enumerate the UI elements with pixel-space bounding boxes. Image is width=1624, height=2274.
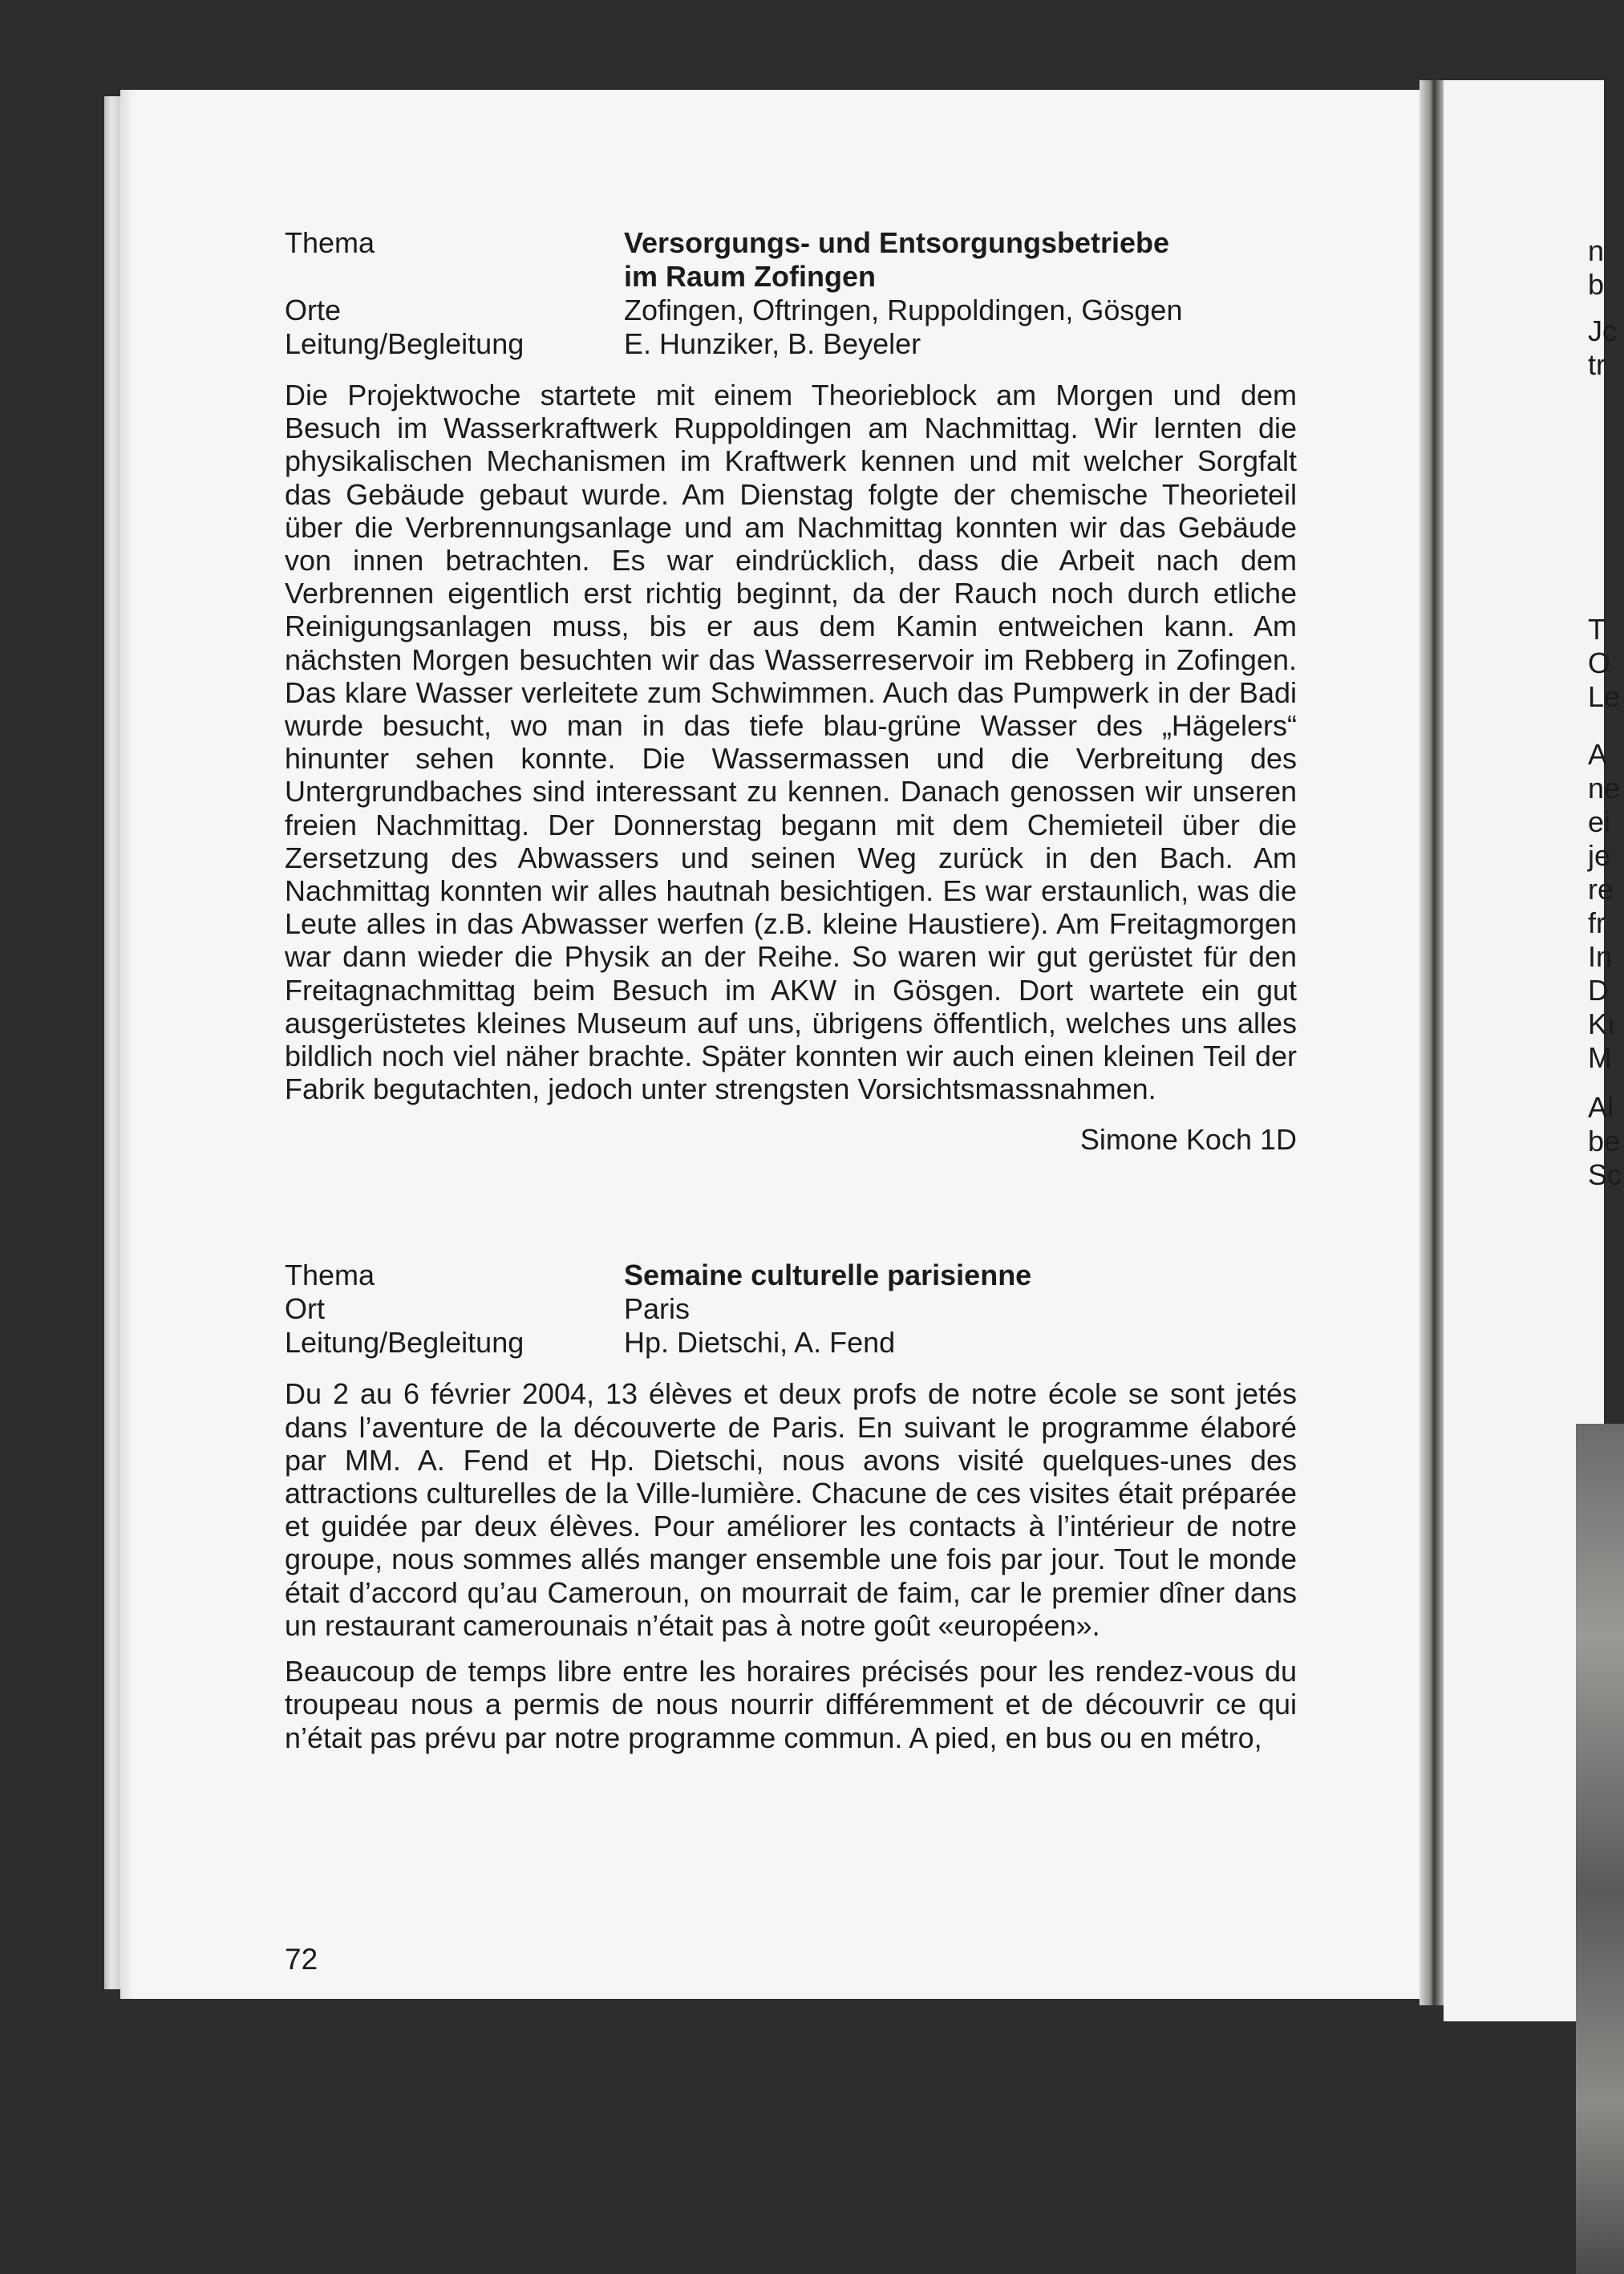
orte-row <box>285 294 1297 327</box>
right-page-fragment: Jc <box>1588 314 1617 347</box>
right-page-fragment: ei <box>1588 805 1611 838</box>
leitung-label: Leitung/Begleitung <box>285 327 524 360</box>
page-edge <box>104 96 122 1989</box>
paris-paragraph-2: Beaucoup de temps libre entre les horaires précisés pour les rendez-vous du troupeau nous a permis de nous nourrir différemment et de découvrir ce qui n’était pas prévu par notre programme commun. A pied, en bus ou en métro, <box>285 1655 1297 1754</box>
leitung-row <box>285 327 1297 361</box>
right-page-fragment: je <box>1588 839 1611 872</box>
right-page-fragment: T <box>1588 613 1606 646</box>
section-versorgung-header <box>285 226 1297 361</box>
right-page-fragment: be <box>1588 1125 1621 1157</box>
right-page-fragment: In <box>1588 940 1613 973</box>
right-page-photo <box>1576 1424 1624 2274</box>
right-page-fragment: Le <box>1588 680 1621 713</box>
paris-paragraph-1: Du 2 au 6 février 2004, 13 élèves et deux profs de notre école se sont jetés dans l’aventure de la découverte de Paris. En suivant le programme élaboré par MM. A. Fend et Hp. Dietschi, nous avons visité quelques-unes des attractions culturelles de la Ville-lumière. Chacune de ces visites était préparée et guidée par deux élèves. Pour améliorer les contacts à l’intérieur de notre groupe, nous sommes allés manger ensemble une fois par jour. Tout le monde était d’accord qu’au Cameroun, on mourrait de faim, car le premier dîner dans un restaurant camerounais n’était pas à notre goût «européen». <box>285 1377 1297 1642</box>
page-number: 72 <box>285 1943 318 1976</box>
versorgung-body: Die Projektwoche startete mit einem Theorieblock am Morgen und dem Besuch im Wasserkraftwerk Ruppoldingen am Nachmittag. Wir lernten die physikalischen Mechanismen im Kraftwerk kennen und mit welcher Sorgfalt das Gebäude gebaut wurde. Am Dienstag folgte der chemische Theorieteil über die Verbrennungsanlage und am Nachmittag konnten wir das Gebäude von innen betrachten. Es war eindrücklich, dass die Arbeit nach dem Verbrennen eigentlich erst richtig beginnt, da der Rauch noch durch etliche Reinigungsanlagen muss, bis er aus dem Kamin entweichen kann. Am nächsten Morgen besuchten wir das Wasserreservoir im Rebberg in Zofingen. Das klare Wasser verleitete zum Schwimmen. Auch das Pumpwerk in der Badi wurde besucht, wo man in das tiefe blau-grüne Wasser des „Hägelers“ hinunter sehen konnte. Die Wassermassen und die Verbreitung des Untergrundbaches sind interessant zu kennen. Danach genossen wir unseren freien Nachmittag. Der Donnerstag begann mit dem Chemieteil über die Zersetzung des Abwassers und seinen Weg zurück in den Bach. Am Nachmittag konnten wir alles hautnah besichtigen. Es war erstaunlich, was die Leute alles in das Abwasser werfen (z.B. kleine Haustiere). Am Freitagmorgen war dann wieder die Physik an der Reihe. So waren wir gut gerüstet für den Freitagnachmittag beim Besuch im AKW in Gösgen. Dort wartete ein gut ausgerüstetes kleines Museum auf uns, übrigens öffentlich, welches uns alles bildlich noch viel näher brachte. Später konnten wir auch einen kleinen Teil der Fabrik begutachten, jedoch unter strengsten Vorsichtsmassnahmen. <box>285 379 1297 1106</box>
right-page-fragment: Sc <box>1588 1158 1622 1191</box>
ort-value: Paris <box>624 1292 691 1326</box>
right-page-fragment: tr <box>1588 348 1606 381</box>
thema-value: Versorgungs- und Entsorgungsbetriebe <box>624 226 1170 259</box>
thema-row-continued <box>285 260 1297 294</box>
right-page-fragment: b <box>1588 268 1605 301</box>
right-page-fragment: n <box>1588 234 1605 267</box>
left-page-content <box>285 226 1297 1754</box>
right-page-fragment: fr <box>1588 906 1606 939</box>
book-gutter <box>1419 80 1444 2005</box>
thema-row <box>285 1259 1297 1292</box>
right-page-fragment: re <box>1588 873 1614 906</box>
right-page-fragment: Kı <box>1588 1007 1616 1040</box>
thema-row <box>285 226 1297 260</box>
thema-label: Thema <box>285 1259 375 1292</box>
ort-label: Ort <box>285 1292 325 1326</box>
author-signature: Simone Koch 1D <box>1079 1123 1297 1157</box>
thema-value-line2: im Raum Zofingen <box>624 260 876 293</box>
leitung-label: Leitung/Begleitung <box>285 1326 524 1360</box>
section-paris-header <box>285 1259 1297 1360</box>
leitung-value: E. Hunziker, B. Beyeler <box>624 327 921 360</box>
right-page-fragment: ne <box>1588 772 1621 805</box>
right-page-fragment: D <box>1588 974 1609 1007</box>
right-page-fragment: O <box>1588 647 1611 679</box>
thema-label: Thema <box>285 226 375 259</box>
orte-value: Zofingen, Oftringen, Ruppoldingen, Gösgen <box>624 294 1183 326</box>
right-page-fragment: A <box>1588 738 1608 771</box>
orte-label: Orte <box>285 294 342 326</box>
leitung-value: Hp. Dietschi, A. Fend <box>624 1326 896 1360</box>
leitung-row <box>285 1326 1297 1360</box>
ort-row <box>285 1292 1297 1326</box>
thema-value: Semaine culturelle parisienne <box>624 1259 1032 1292</box>
right-page-fragment: M <box>1588 1041 1612 1074</box>
right-page-fragment: Al <box>1588 1091 1614 1124</box>
